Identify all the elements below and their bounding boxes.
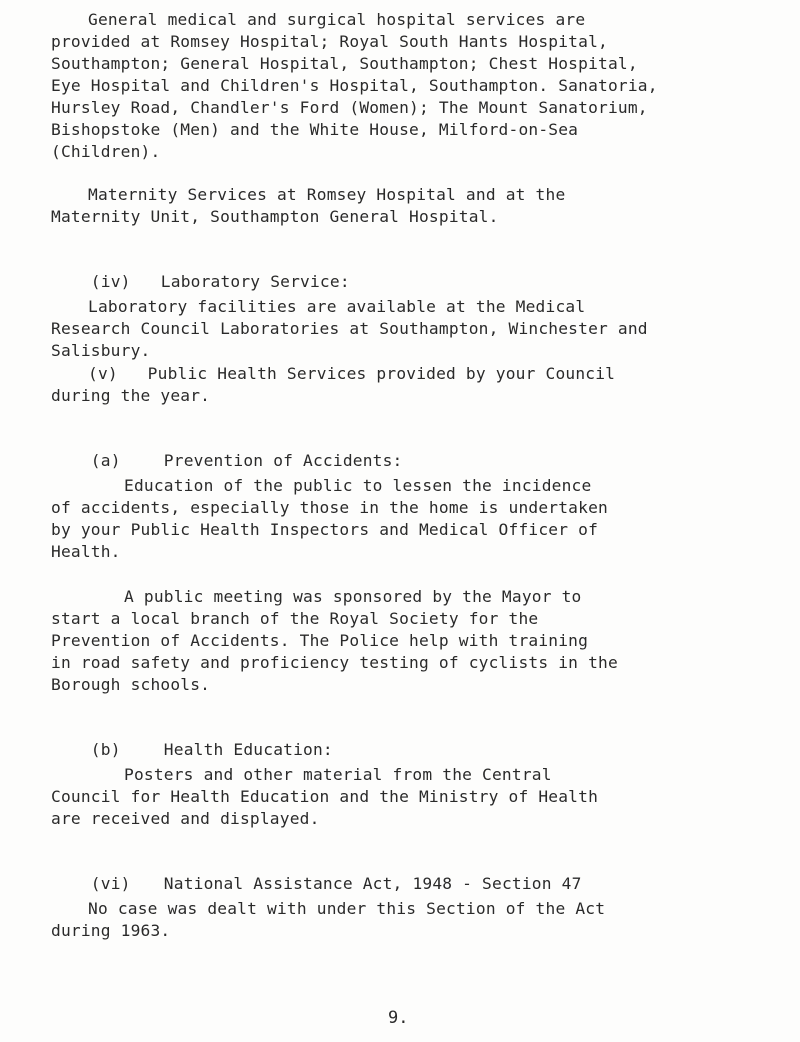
text-line: Laboratory facilities are available at the Medical xyxy=(88,297,586,316)
text-line: by your Public Health Inspectors and Medical Officer of xyxy=(51,520,599,539)
text-line: Bishopstoke (Men) and the White House, Milford-on-Sea xyxy=(51,120,579,139)
section-title: Laboratory Service: xyxy=(160,272,350,291)
section-number: (vi) xyxy=(90,874,131,893)
text-line: (v) Public Health Services provided by your Council xyxy=(88,364,616,383)
text-line: Research Council Laboratories at Southampton, Winchester and xyxy=(51,319,648,338)
text-line: A public meeting was sponsored by the Mayor to xyxy=(124,587,582,606)
section-title: Health Education: xyxy=(163,740,333,759)
page-number: 9. xyxy=(388,1008,409,1028)
text-line: during 1963. xyxy=(51,921,171,940)
text-line: Maternity Unit, Southampton General Hospital. xyxy=(51,207,499,226)
section-number: (iv) xyxy=(90,272,131,291)
text-line: Council for Health Education and the Ministry of Health xyxy=(51,787,599,806)
section-number: (b) xyxy=(90,740,121,759)
text-line: are received and displayed. xyxy=(51,809,320,828)
text-line: Health. xyxy=(51,542,121,561)
text-line: Posters and other material from the Central xyxy=(124,765,552,784)
text-line: Education of the public to lessen the incidence xyxy=(124,476,592,495)
text-line: Salisbury. xyxy=(51,341,151,360)
text-line: Prevention of Accidents. The Police help with training xyxy=(51,631,589,650)
text-line: Hursley Road, Chandler's Ford (Women); The Mount Sanatorium, xyxy=(51,98,648,117)
text-line: start a local branch of the Royal Society for the xyxy=(51,609,539,628)
text-line: (Children). xyxy=(51,142,161,161)
text-line: provided at Romsey Hospital; Royal South Hants Hospital, xyxy=(51,32,608,51)
text-line: Borough schools. xyxy=(51,675,211,694)
text-line: of accidents, especially those in the home is undertaken xyxy=(51,498,608,517)
text-line: No case was dealt with under this Section of the Act xyxy=(88,899,606,918)
section-title: Prevention of Accidents: xyxy=(163,451,403,470)
text-line: Southampton; General Hospital, Southampton; Chest Hospital, xyxy=(51,54,638,73)
text-line: Eye Hospital and Children's Hospital, Southampton. Sanatoria, xyxy=(51,76,658,95)
section-number: (a) xyxy=(90,451,121,470)
text-line: during the year. xyxy=(51,386,211,405)
text-line: General medical and surgical hospital services are xyxy=(88,10,586,29)
text-line: Maternity Services at Romsey Hospital and at the xyxy=(88,185,566,204)
section-title: National Assistance Act, 1948 - Section 47 xyxy=(163,874,582,893)
text-line: in road safety and proficiency testing of cyclists in the xyxy=(51,653,618,672)
